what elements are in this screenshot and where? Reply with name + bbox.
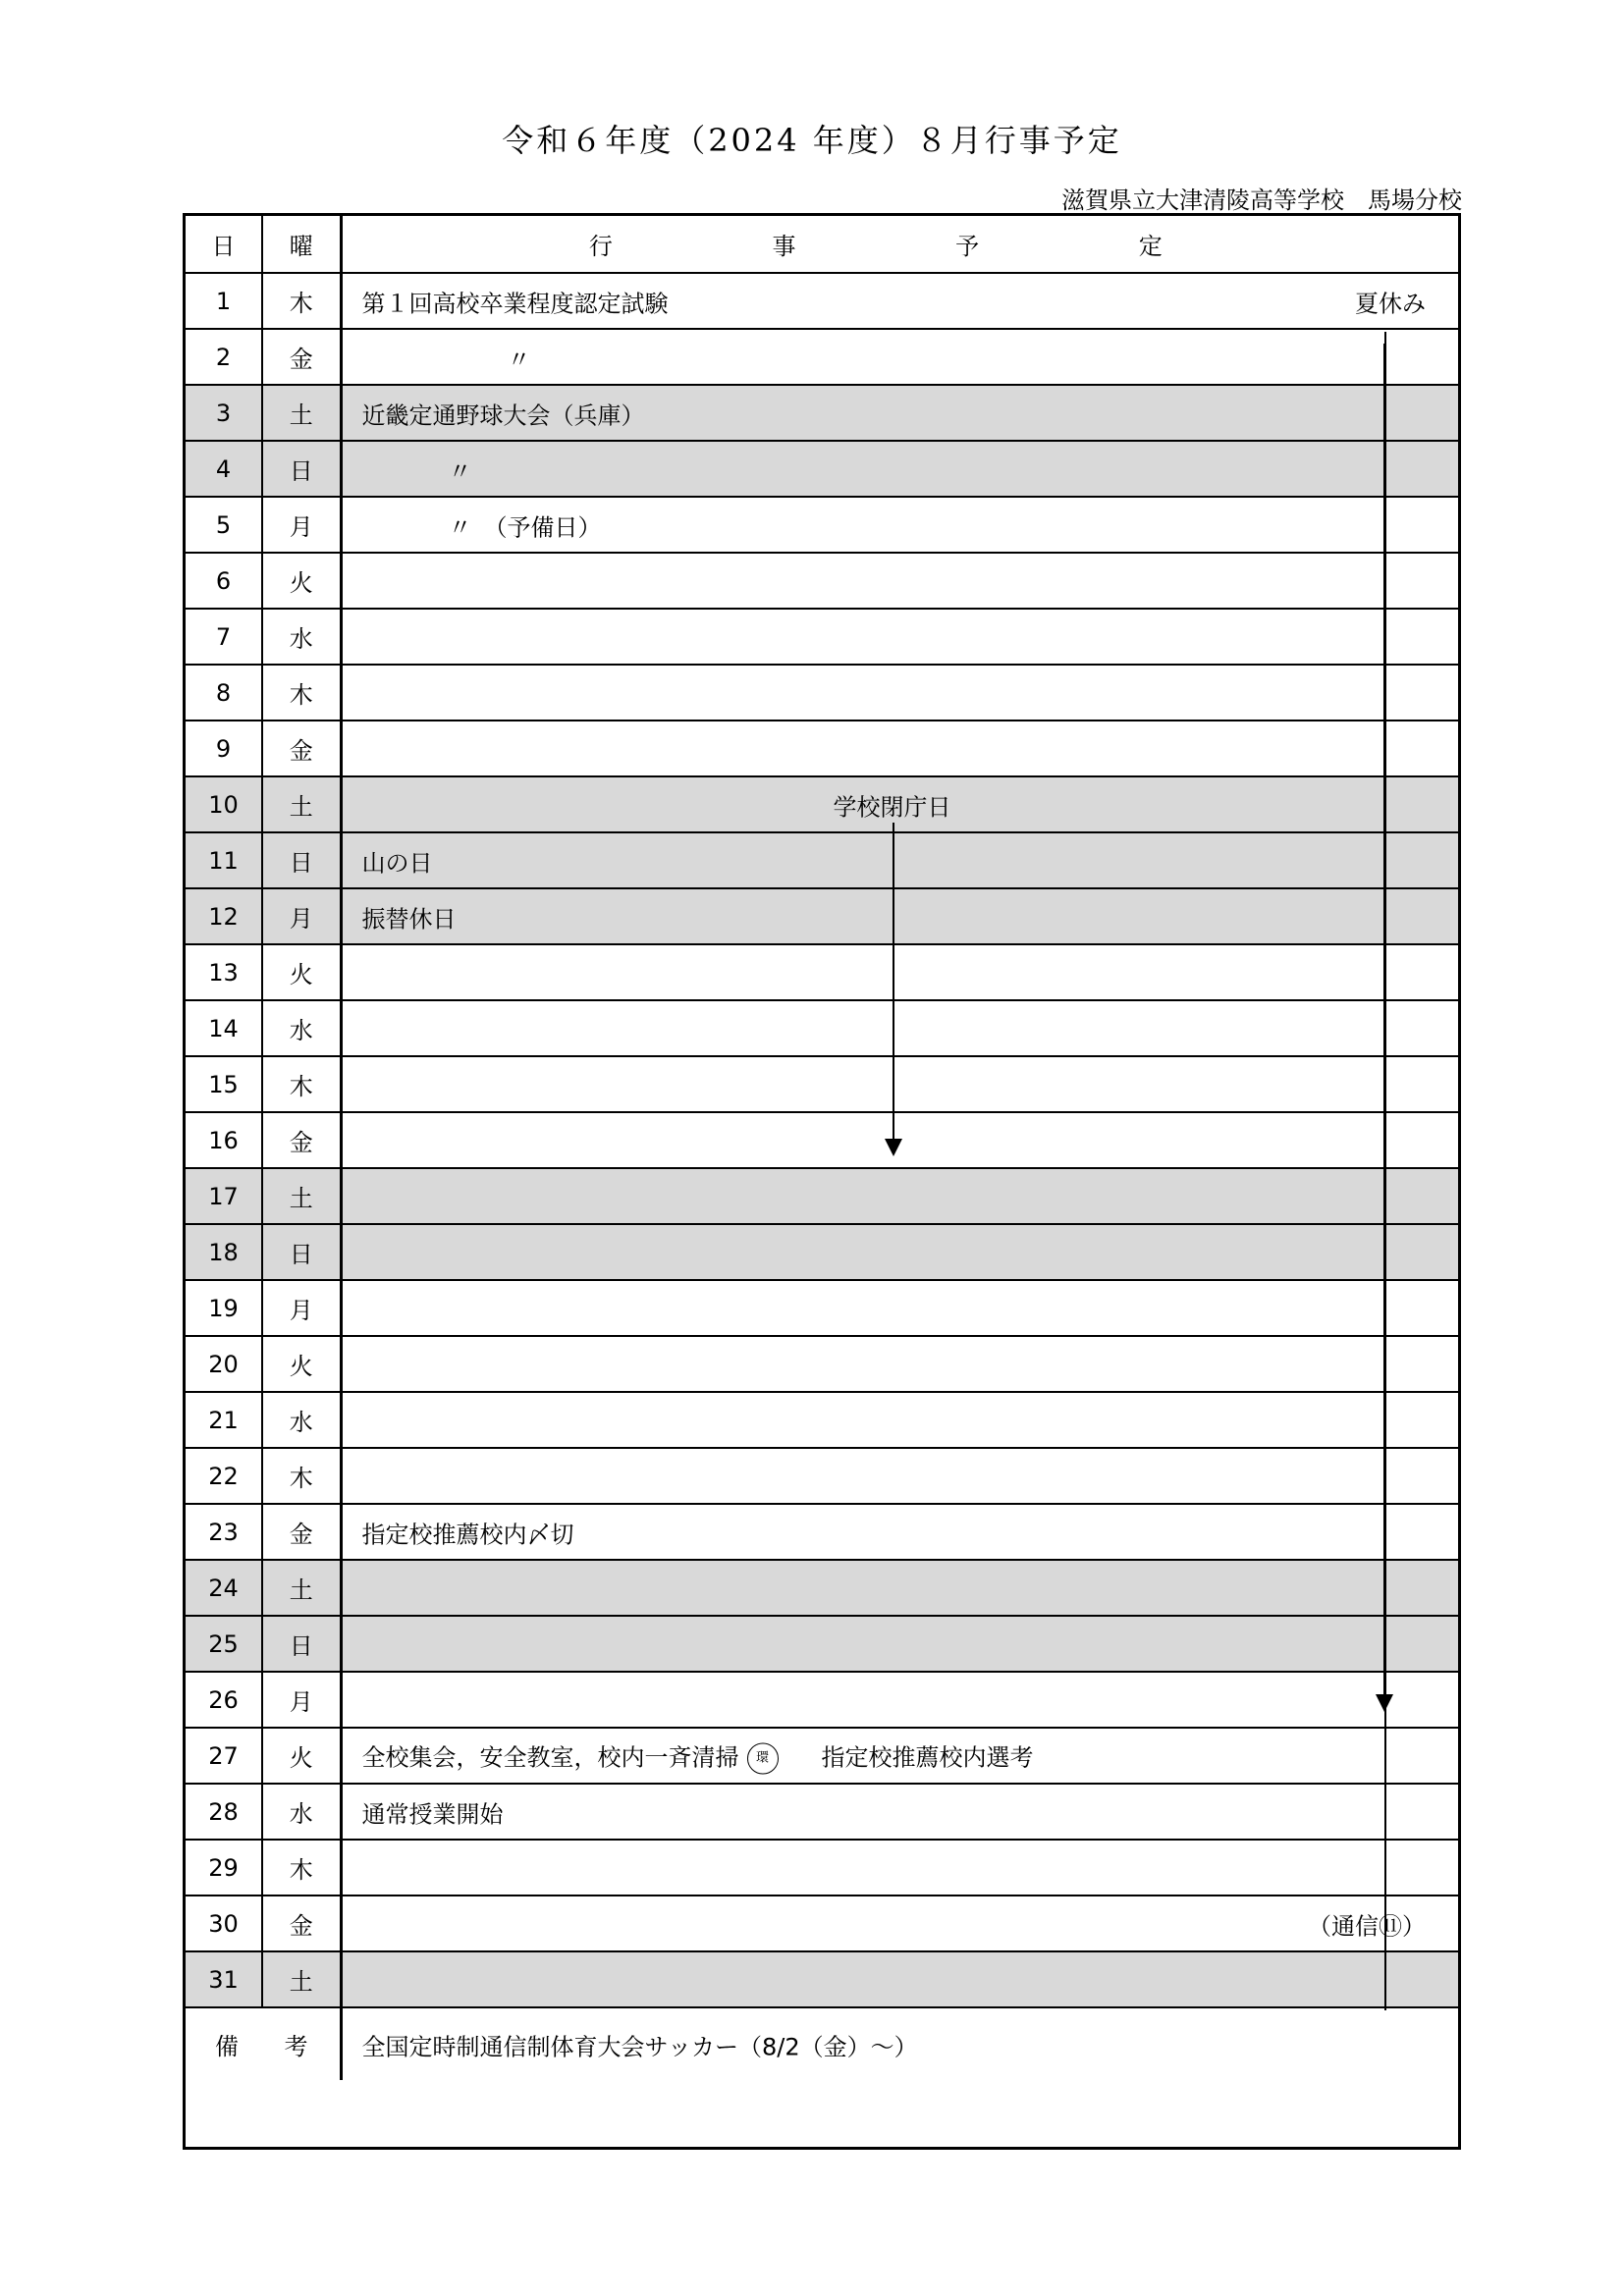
event-cell bbox=[341, 944, 1458, 1000]
table-row bbox=[186, 1560, 1458, 1616]
weekend-shading bbox=[343, 833, 1459, 887]
event-cell bbox=[341, 273, 1458, 329]
header-day: 日 bbox=[186, 216, 262, 273]
weekday-cell: 金 bbox=[262, 329, 341, 385]
table-row bbox=[186, 609, 1458, 665]
event-cell bbox=[341, 441, 1458, 497]
event-cell bbox=[341, 1056, 1458, 1112]
remarks-text: 全国定時制通信制体育大会サッカー（8/2（金）～） bbox=[361, 2033, 918, 2060]
table-row bbox=[186, 1672, 1458, 1728]
day-cell: 11 bbox=[186, 832, 262, 888]
weekday-cell: 木 bbox=[262, 665, 341, 721]
event-cell bbox=[341, 721, 1458, 776]
weekday-cell: 木 bbox=[262, 1056, 341, 1112]
page-title: 令和６年度（2024 年度）８月行事予定 bbox=[502, 122, 1122, 159]
weekday-cell: 土 bbox=[262, 1560, 341, 1616]
day-cell: 12 bbox=[186, 888, 262, 944]
event-cell bbox=[341, 1392, 1458, 1448]
day-cell: 24 bbox=[186, 1560, 262, 1616]
weekend-shading bbox=[343, 1169, 1459, 1223]
event-cell bbox=[341, 776, 1458, 832]
remarks-row bbox=[186, 2007, 1458, 2080]
day-cell: 18 bbox=[186, 1224, 262, 1280]
event-text: 〃 bbox=[448, 457, 472, 485]
day-cell: 13 bbox=[186, 944, 262, 1000]
event-right-text: （通信⑪） bbox=[1308, 1912, 1426, 1940]
event-text: 〃 （予備日） bbox=[448, 513, 602, 541]
weekday-cell: 木 bbox=[262, 273, 341, 329]
closure-arrow-line bbox=[893, 823, 894, 1141]
weekday-cell: 月 bbox=[262, 497, 341, 553]
weekend-shading bbox=[343, 1952, 1459, 2006]
table-row bbox=[186, 1112, 1458, 1168]
weekday-cell: 金 bbox=[262, 1896, 341, 1951]
weekend-shading bbox=[343, 1561, 1459, 1615]
weekday-cell: 火 bbox=[262, 553, 341, 609]
weekday-cell: 火 bbox=[262, 944, 341, 1000]
table-row bbox=[186, 1168, 1458, 1224]
weekday-cell: 日 bbox=[262, 1616, 341, 1672]
weekday-cell: 土 bbox=[262, 385, 341, 441]
weekend-shading bbox=[343, 442, 1459, 496]
event-cell bbox=[341, 1840, 1458, 1896]
day-cell: 23 bbox=[186, 1504, 262, 1560]
table-row bbox=[186, 944, 1458, 1000]
remarks-label-char: 備 bbox=[215, 2033, 239, 2060]
day-cell: 30 bbox=[186, 1896, 262, 1951]
day-cell: 9 bbox=[186, 721, 262, 776]
day-cell: 19 bbox=[186, 1280, 262, 1336]
day-cell: 22 bbox=[186, 1448, 262, 1504]
table-row bbox=[186, 553, 1458, 609]
weekday-cell: 金 bbox=[262, 721, 341, 776]
event-cell bbox=[341, 1672, 1458, 1728]
table-row bbox=[186, 1616, 1458, 1672]
event-text: 第１回高校卒業程度認定試験 bbox=[361, 290, 669, 317]
header-events-char: 定 bbox=[1138, 233, 1163, 260]
day-cell: 7 bbox=[186, 609, 262, 665]
table-row bbox=[186, 385, 1458, 441]
event-text: 指定校推薦校内〆切 bbox=[361, 1521, 574, 1548]
weekday-cell: 月 bbox=[262, 1672, 341, 1728]
day-cell: 16 bbox=[186, 1112, 262, 1168]
weekday-cell: 金 bbox=[262, 1504, 341, 1560]
weekday-cell: 水 bbox=[262, 609, 341, 665]
table-row bbox=[186, 1280, 1458, 1336]
day-cell: 31 bbox=[186, 1951, 262, 2007]
event-cell bbox=[341, 1896, 1458, 1951]
remarks-label-char: 考 bbox=[284, 2033, 308, 2060]
event-text-part: 全校集会，安全教室，校内一斉清掃 bbox=[361, 1743, 739, 1771]
weekday-cell: 月 bbox=[262, 888, 341, 944]
day-cell: 25 bbox=[186, 1616, 262, 1672]
table-row bbox=[186, 721, 1458, 776]
day-cell: 28 bbox=[186, 1784, 262, 1840]
vacation-arrow-line bbox=[1383, 344, 1385, 1696]
day-cell: 1 bbox=[186, 273, 262, 329]
event-right-text: 夏休み bbox=[1355, 290, 1426, 317]
event-cell bbox=[341, 1000, 1458, 1056]
header-dow: 曜 bbox=[262, 216, 341, 273]
weekday-cell: 日 bbox=[262, 832, 341, 888]
header-events-char: 行 bbox=[588, 233, 613, 260]
table-row bbox=[186, 1392, 1458, 1448]
event-cell bbox=[341, 1784, 1458, 1840]
event-cell bbox=[341, 1951, 1458, 2007]
table-row bbox=[186, 1224, 1458, 1280]
event-cell bbox=[341, 832, 1458, 888]
table-row bbox=[186, 1504, 1458, 1560]
weekday-cell: 日 bbox=[262, 1224, 341, 1280]
weekday-cell: 土 bbox=[262, 1168, 341, 1224]
remarks-label bbox=[186, 2007, 341, 2080]
day-cell: 20 bbox=[186, 1336, 262, 1392]
event-cell bbox=[341, 385, 1458, 441]
day-cell: 5 bbox=[186, 497, 262, 553]
event-text: 〃 bbox=[507, 346, 531, 373]
table-row bbox=[186, 665, 1458, 721]
day-cell: 4 bbox=[186, 441, 262, 497]
table-row bbox=[186, 441, 1458, 497]
vacation-arrow-head-icon bbox=[1376, 1694, 1393, 1712]
event-cell bbox=[341, 1168, 1458, 1224]
event-text-part: 指定校推薦校内選考 bbox=[821, 1743, 1034, 1771]
day-cell: 21 bbox=[186, 1392, 262, 1448]
day-cell: 8 bbox=[186, 665, 262, 721]
table-row bbox=[186, 1951, 1458, 2007]
table-row bbox=[186, 1336, 1458, 1392]
table-row bbox=[186, 1840, 1458, 1896]
day-cell: 26 bbox=[186, 1672, 262, 1728]
weekend-shading bbox=[343, 1617, 1459, 1671]
weekday-cell: 水 bbox=[262, 1000, 341, 1056]
weekend-shading bbox=[343, 889, 1459, 943]
table-row bbox=[186, 329, 1458, 385]
weekday-cell: 火 bbox=[262, 1728, 341, 1784]
table-row bbox=[186, 1000, 1458, 1056]
header-events-char: 予 bbox=[955, 233, 980, 260]
day-cell: 27 bbox=[186, 1728, 262, 1784]
event-text bbox=[362, 1737, 1034, 1774]
remarks-text-cell bbox=[341, 2007, 1458, 2080]
event-cell bbox=[341, 1504, 1458, 1560]
table-row bbox=[186, 888, 1458, 944]
event-cell bbox=[341, 329, 1458, 385]
event-text: 通常授業開始 bbox=[361, 1800, 504, 1828]
table-row bbox=[186, 1056, 1458, 1112]
day-cell: 14 bbox=[186, 1000, 262, 1056]
weekday-cell: 水 bbox=[262, 1392, 341, 1448]
weekday-cell: 土 bbox=[262, 776, 341, 832]
event-cell bbox=[341, 1448, 1458, 1504]
schedule-sheet bbox=[183, 213, 1461, 2150]
weekday-cell: 水 bbox=[262, 1784, 341, 1840]
day-cell: 10 bbox=[186, 776, 262, 832]
event-cell bbox=[341, 1560, 1458, 1616]
event-cell bbox=[341, 609, 1458, 665]
weekday-cell: 日 bbox=[262, 441, 341, 497]
event-cell bbox=[341, 1336, 1458, 1392]
weekday-cell: 金 bbox=[262, 1112, 341, 1168]
environment-mark: 環 bbox=[747, 1742, 779, 1774]
table-row bbox=[186, 832, 1458, 888]
event-cell bbox=[341, 665, 1458, 721]
table-row bbox=[186, 497, 1458, 553]
day-cell: 17 bbox=[186, 1168, 262, 1224]
event-cell bbox=[341, 497, 1458, 553]
event-cell bbox=[341, 888, 1458, 944]
closure-arrow-head-icon bbox=[885, 1139, 902, 1156]
day-cell: 3 bbox=[186, 385, 262, 441]
event-cell bbox=[341, 1280, 1458, 1336]
day-cell: 15 bbox=[186, 1056, 262, 1112]
weekend-shading bbox=[343, 1225, 1459, 1279]
schedule-table bbox=[186, 216, 1458, 2080]
day-cell: 29 bbox=[186, 1840, 262, 1896]
school-name: 滋賀県立大津清陵高等学校 馬場分校 bbox=[1061, 187, 1462, 214]
event-text: 山の日 bbox=[361, 849, 433, 877]
event-cell bbox=[341, 553, 1458, 609]
day-cell: 6 bbox=[186, 553, 262, 609]
table-row bbox=[186, 1448, 1458, 1504]
weekday-cell: 火 bbox=[262, 1336, 341, 1392]
day-cell: 2 bbox=[186, 329, 262, 385]
header-events bbox=[341, 216, 1458, 273]
weekday-cell: 月 bbox=[262, 1280, 341, 1336]
event-text: 振替休日 bbox=[361, 905, 457, 933]
event-center-text: 学校閉庁日 bbox=[833, 793, 951, 821]
event-cell bbox=[341, 1224, 1458, 1280]
table-row bbox=[186, 1728, 1458, 1784]
event-cell bbox=[341, 1728, 1458, 1784]
event-cell bbox=[341, 1616, 1458, 1672]
weekday-cell: 土 bbox=[262, 1951, 341, 2007]
event-text: 近畿定通野球大会（兵庫） bbox=[361, 401, 645, 429]
header-events-char: 事 bbox=[772, 233, 796, 260]
weekday-cell: 木 bbox=[262, 1840, 341, 1896]
weekday-cell: 木 bbox=[262, 1448, 341, 1504]
table-row bbox=[186, 1896, 1458, 1951]
table-header-row bbox=[186, 216, 1458, 273]
table-row bbox=[186, 1784, 1458, 1840]
table-row bbox=[186, 273, 1458, 329]
table-row bbox=[186, 776, 1458, 832]
